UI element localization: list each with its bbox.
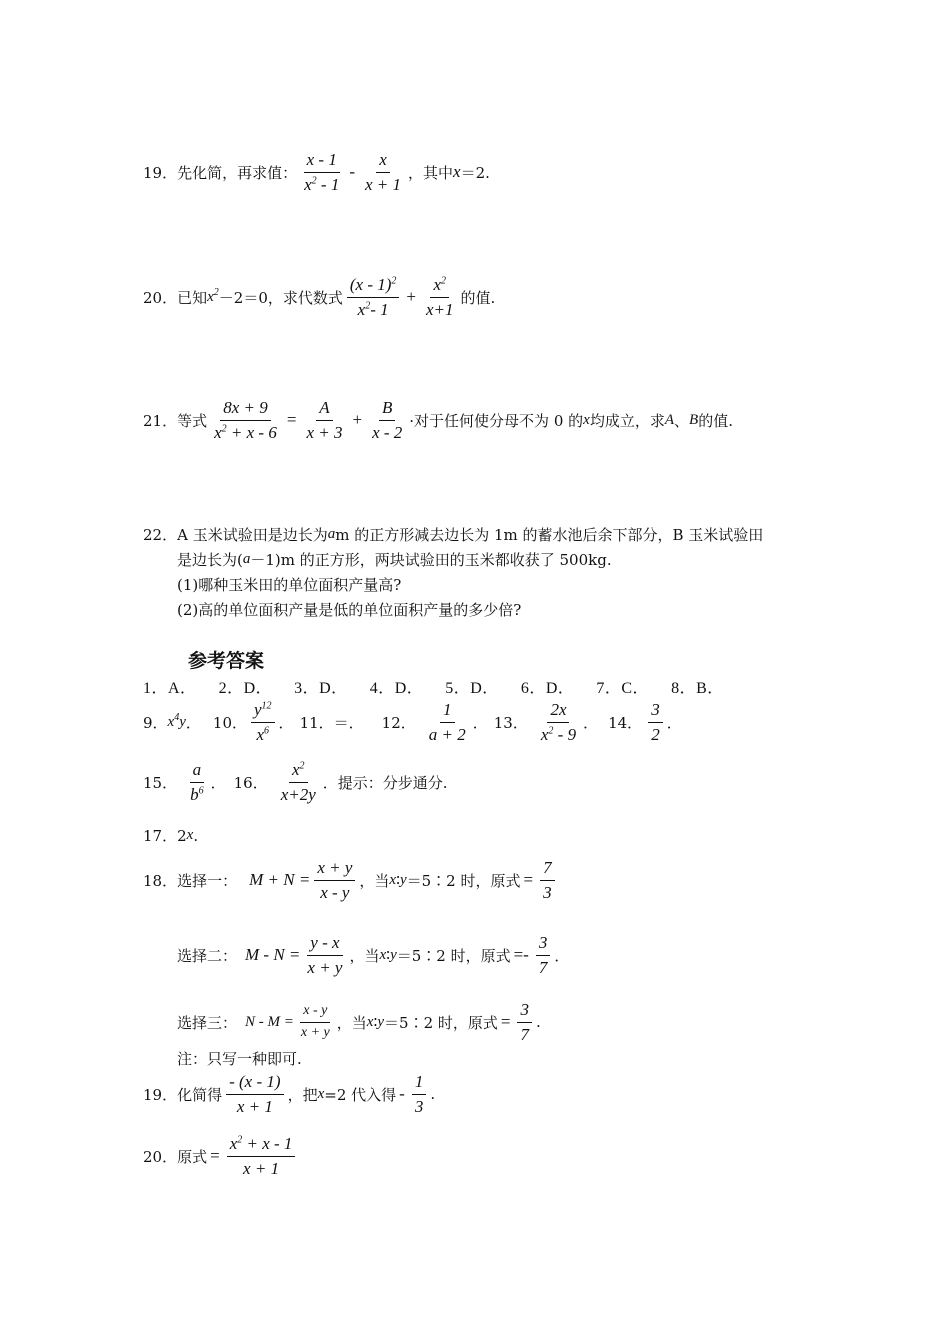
fraction: $\frac{x + y}{x - y}$: [314, 858, 355, 902]
answer-7: 7．C．: [596, 680, 650, 697]
answer-16-hint: 提示：分步通分.: [337, 773, 448, 792]
variable: B: [689, 411, 699, 428]
plus-sign: +: [352, 410, 363, 430]
problem-text: 的值.: [460, 288, 496, 307]
answer-13-fraction: $\frac{2x}{x^2 - 9}$: [540, 700, 577, 744]
problem-20: [143, 275, 495, 319]
problem-text: 均成立，求: [589, 411, 665, 430]
equals-sign: =: [286, 410, 297, 430]
answer-19: 19． 化简得 $\frac{- (x - 1)}{x + 1}$ ，把 x =2 代入得 - $\frac{1}{3}$ .: [143, 1072, 436, 1116]
plus-sign: +: [406, 287, 416, 307]
answer-8: 8．B．: [671, 680, 724, 697]
variable: x: [453, 162, 461, 182]
problem-22-line-2: 是边长为( a －1)m 的正方形，两块试验田的玉米都收获了 500kg.: [177, 551, 612, 569]
answer-9: $x^4y$: [167, 711, 186, 730]
problem-text: 先化简，再求值：: [177, 163, 298, 182]
fraction: $\frac{x - 1}{x^2 - 1}$: [304, 150, 340, 194]
answer-11: ＝．: [333, 713, 364, 732]
answer-10-fraction: $\frac{y^{12}}{x^6}$: [251, 700, 275, 744]
problem-22-question-2: (2)高的单位面积产量是低的单位面积产量的多少倍?: [177, 601, 522, 619]
answers-15-16: 15． $\frac{a}{b^6}$ ． 16． $\frac{x^2}{x+2y}$ ． 提示：分步通分.: [143, 760, 448, 804]
answer-3: 3．D．: [294, 680, 348, 697]
fraction: $\frac{(x - 1)^2}{x^2- 1}$: [347, 275, 400, 319]
problem-text: 、: [674, 411, 690, 430]
fraction: $\frac{x - y}{x + y}$: [300, 1003, 330, 1040]
answer-5: 5．D．: [445, 680, 499, 697]
problem-number: 19．: [143, 163, 178, 182]
problem-22-question-1: (1)哪种玉米田的单位面积产量高?: [177, 576, 402, 594]
variable: x: [583, 411, 590, 428]
answers-multiple-choice: [143, 675, 724, 698]
problem-text: 等式: [177, 411, 208, 430]
answer-18-choice-1: 18． 选择一： M + N = $\frac{x + y}{x - y}$ ，当 x ∶ y ＝5∶2 时，原式 = $\frac{7}{3}$: [143, 858, 559, 902]
problem-22-line-1: 22．A 玉米试验田是边长为 a m 的正方形减去边长为 1m 的蓄水池后余下部分，B 玉米试验田: [143, 526, 764, 544]
answer-16-fraction: $\frac{x^2}{x+2y}$: [280, 760, 316, 804]
answer-15-fraction: $\frac{a}{b^6}$: [190, 760, 204, 804]
problem-text: ＝2.: [460, 163, 490, 182]
answer-18-choice-3: 选择三： N - M = $\frac{x - y}{x + y}$ ，当 x ∶ y ＝5∶2 时，原式 = $\frac{3}{7}$ .: [177, 1000, 541, 1044]
fraction: $\frac{A}{x + 3}$: [306, 398, 343, 442]
answer-2: 2．D．: [218, 680, 273, 697]
problem-text: －2＝0，求代数式: [218, 288, 343, 307]
problem-19: [143, 150, 490, 194]
minus-sign: -: [349, 162, 355, 182]
fraction: $\frac{y - x}{x + y}$: [307, 933, 343, 977]
answer-4: 4．D．: [369, 680, 424, 697]
answer-6: 6．D．: [520, 680, 575, 697]
answers-heading: 参考答案: [188, 650, 265, 672]
answer-20: 20． 原式 = $\frac{x^2 + x - 1}{x + 1}$: [143, 1134, 299, 1178]
answer-12-fraction: $\frac{1}{a + 2}$: [428, 700, 466, 744]
result-fraction: $\frac{3}{7}$: [536, 933, 551, 977]
answer-17: 17． 2 x .: [143, 826, 199, 845]
fraction: $\frac{8x + 9}{x^2 + x - 6}$: [214, 398, 277, 442]
answer-1: 1．A．: [143, 680, 197, 697]
fraction: $\frac{x^2 + x - 1}{x + 1}$: [227, 1134, 296, 1178]
fraction: $\frac{- (x - 1)}{x + 1}$: [226, 1072, 283, 1116]
problem-text: ，其中: [408, 163, 454, 182]
variable: $x^2$: [207, 286, 219, 305]
fraction: $\frac{x^2}{x+1}$: [426, 275, 454, 319]
problem-text: 已知: [177, 288, 208, 307]
problem-number: 20．: [143, 288, 178, 307]
fraction: $\frac{x}{x + 1}$: [365, 150, 402, 194]
answers-9-14: 9． $x^4y$ ． 10． $\frac{y^{12}}{x^6}$ ． 11． ＝． 12． $\frac{1}{a + 2}$ ． 13． $\frac{2x}{x^2 - 9}$ ． 14． $\frac{3}{2}$ ．: [143, 700, 682, 744]
answer-18-choice-2: 选择二： M - N = $\frac{y - x}{x + y}$ ，当 x ∶ y ＝5∶2 时，原式 =- $\frac{3}{7}$ ．: [177, 933, 570, 977]
result-fraction: $\frac{7}{3}$: [540, 858, 555, 902]
problem-21: [143, 398, 733, 442]
fraction: $\frac{B}{x - 2}$: [372, 398, 403, 442]
variable: A: [664, 411, 674, 428]
problem-text: 的值.: [698, 411, 733, 430]
problem-number: 21．: [143, 411, 178, 430]
problem-text: ·对于任何使分母不为 0 的: [409, 411, 584, 430]
answer-14-fraction: $\frac{3}{2}$: [648, 700, 663, 744]
result-fraction: $\frac{3}{7}$: [517, 1000, 532, 1044]
result-fraction: $\frac{1}{3}$: [412, 1072, 427, 1116]
answer-18-note: 注：只写一种即可.: [177, 1050, 302, 1068]
